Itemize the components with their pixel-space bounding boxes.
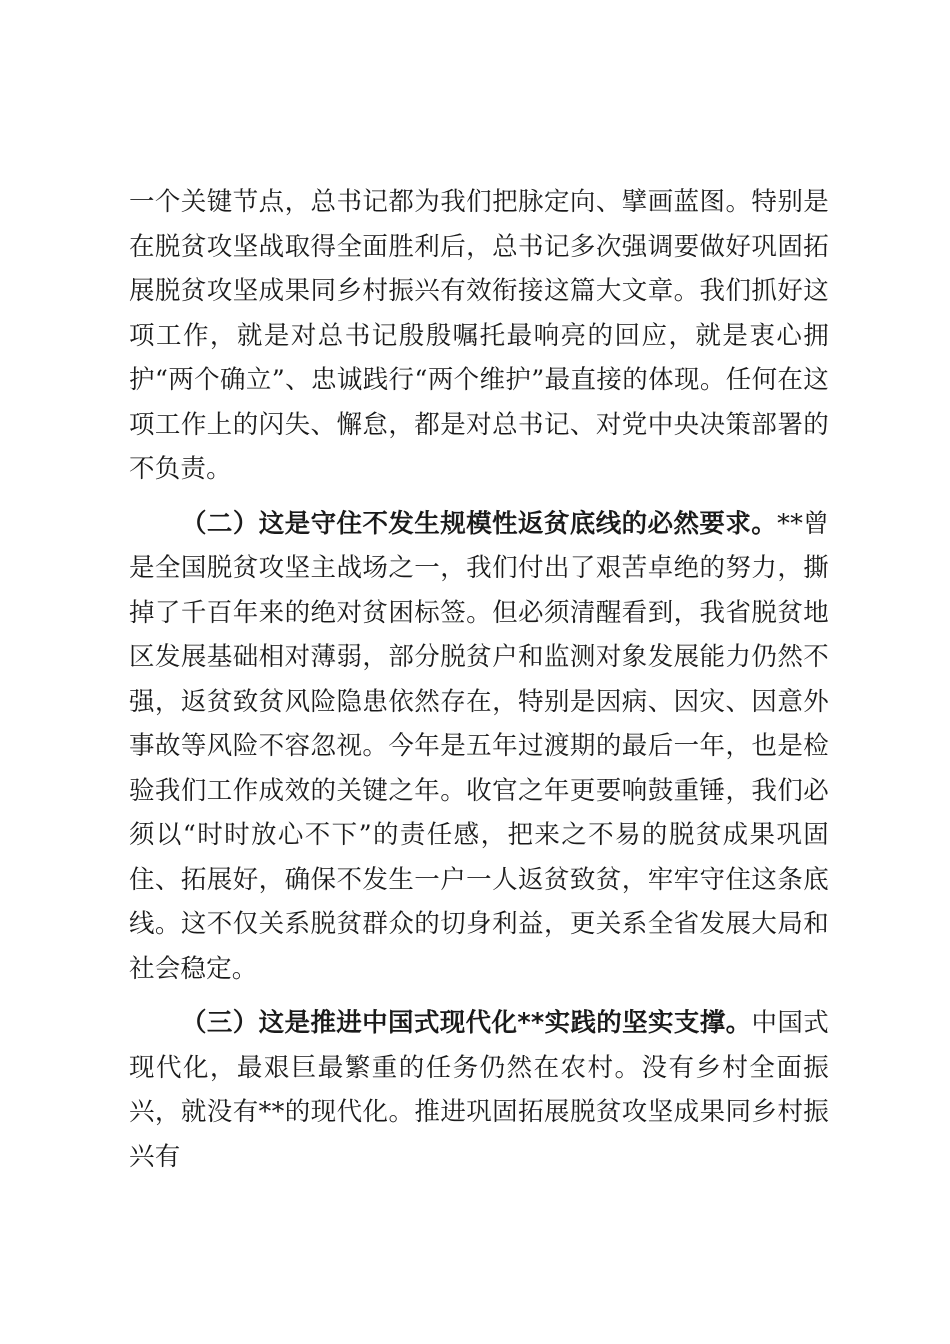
section-heading-2: （二）这是守住不发生规模性返贫底线的必然要求。 <box>181 508 778 539</box>
section-heading-3: （三）这是推进中国式现代化**实践的坚实支撑。 <box>181 1008 752 1038</box>
paragraph-3-text: 中国式现代化，最艰巨最繁重的任务仍然在农村。没有乡村全面振兴，就没有**的现代化。推进巩固拓展脱贫攻坚成果同乡村振兴有 <box>129 1008 829 1172</box>
paragraph-3 <box>129 1001 829 1179</box>
paragraph-1 <box>129 180 829 492</box>
document-body <box>129 180 829 1189</box>
paragraph-2 <box>129 502 829 992</box>
paragraph-2-text: **曾是全国脱贫攻坚主战场之一，我们付出了艰苦卓绝的努力，撕掉了千百年来的绝对贫困标签。但必须清醒看到，我省脱贫地区发展基础相对薄弱，部分脱贫户和监测对象发展能力仍然不强，返贫致贫风险隐患依然存在，特别是因病、因灾、因意外事故等风险不容忽视。今年是五年过渡期的最后一年，也是检验我们工作成效的关键之年。收官之年更要响鼓重锤，我们必须以“时时放心不下”的责任感，把来之不易的脱贫成果巩固住、拓展好，确保不发生一户一人返贫致贫，牢牢守住这条底线。这不仅关系脱贫群众的切身利益，更关系全省发展大局和社会稳定。 <box>129 508 829 984</box>
paragraph-1-text: 一个关键节点，总书记都为我们把脉定向、擘画蓝图。特别是在脱贫攻坚战取得全面胜利后，总书记多次强调要做好巩固拓展脱贫攻坚成果同乡村振兴有效衔接这篇大文章。我们抓好这项工作，就是对总书记殷殷嘱托最响亮的回应，就是衷心拥护“两个确立”、忠诚践行“两个维护”最直接的体现。任何在这项工作上的闪失、懈怠，都是对总书记、对党中央决策部署的不负责。 <box>129 187 829 484</box>
